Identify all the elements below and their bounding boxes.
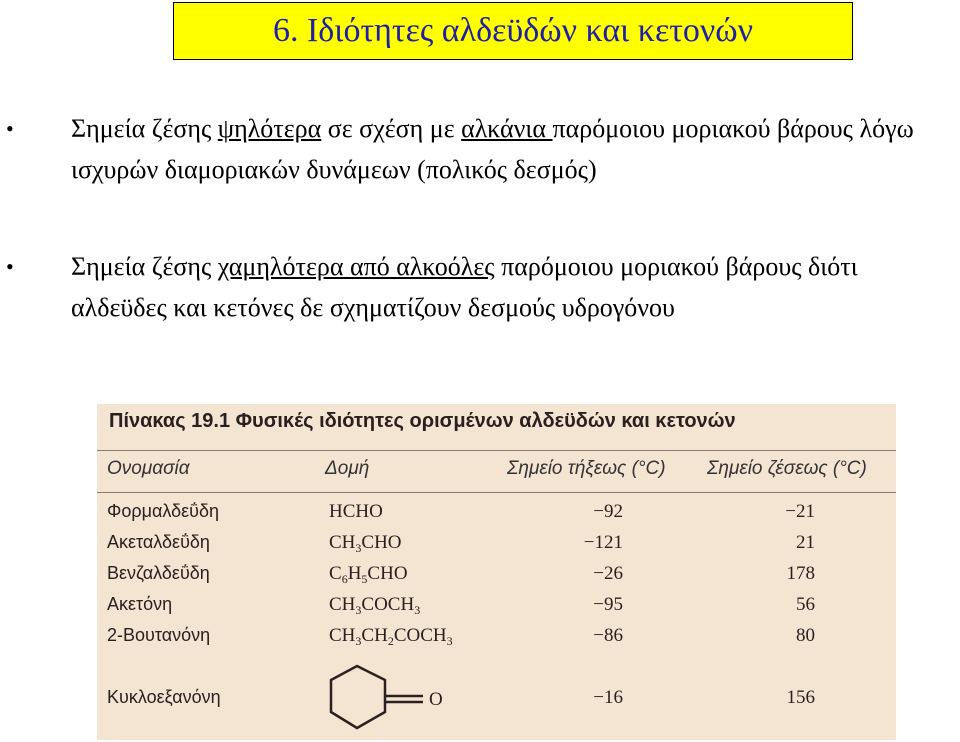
- table-rule-top: [97, 450, 896, 451]
- melting-point-value: −95: [593, 594, 623, 615]
- boiling-point-value: 21: [796, 532, 815, 553]
- bullet-text-segment: παρόμοιου μοριακού βάρους διότι αλδεϋδες και κετόνες δε σχηματίζουν δεσμούς υδρογόνου: [71, 252, 858, 322]
- bullet-text-segment: Σημεία ζέσης: [71, 114, 218, 143]
- compound-name: Ακετόνη: [107, 594, 173, 614]
- bullet-text-segment: σε σχέση με: [321, 114, 462, 143]
- compound-name: Κυκλοεξανόνη: [107, 687, 221, 707]
- bullet-dot: •: [6, 116, 14, 141]
- bullet-text-segment: Σημεία ζέσης: [71, 252, 218, 281]
- boiling-point-value: −21: [785, 501, 815, 522]
- bullet-1: [6, 108, 956, 190]
- compound-name: 2-Βουτανόνη: [107, 625, 211, 645]
- underlined-text: αλκάνια: [461, 114, 553, 143]
- bullet-text-segment: παρόμοιου μοριακού βάρους λόγω ισχυρών διαμοριακών δυνάμεων (πολικός δεσμός): [71, 114, 914, 184]
- header-melting-point: Σημείο τήξεως (°C): [507, 458, 666, 479]
- header-structure: Δομή: [325, 458, 370, 479]
- bullet-text: [71, 246, 956, 328]
- slide-title: 6. Ιδιότητες αλδεϋδών και κετονών: [272, 12, 754, 49]
- bullet-text: [71, 108, 956, 190]
- melting-point-value: −92: [593, 501, 623, 522]
- melting-point-value: −26: [593, 563, 623, 584]
- table-rule-header: [97, 492, 896, 493]
- compound-name: Φορμαλδεΰδη: [107, 501, 220, 521]
- cyclohexanone-structure-icon: [327, 662, 447, 736]
- bullet-dot: •: [6, 254, 14, 279]
- underlined-text: ψηλότερα: [217, 114, 322, 143]
- melting-point-value: −121: [583, 532, 623, 553]
- boiling-point-value: 178: [786, 563, 815, 584]
- boiling-point-value: 80: [796, 625, 815, 646]
- melting-point-value: −16: [593, 687, 623, 708]
- header-name: Ονομασία: [107, 458, 190, 479]
- bullet-2: [6, 246, 956, 328]
- compound-formula: $C_6H_5CHO$: [329, 563, 408, 586]
- properties-table: [97, 404, 896, 740]
- title-box: [173, 2, 853, 60]
- compound-formula: HCHO: [329, 501, 383, 522]
- compound-formula: $CH_3CH_2COCH_3$: [329, 625, 453, 648]
- table-caption: Πίνακας 19.1 Φυσικές ιδιότητες ορισμένων αλδεϋδών και κετονών: [109, 410, 736, 432]
- compound-formula: $CH_3COCH_3$: [329, 594, 421, 617]
- compound-formula: $CH_3CHO$: [329, 532, 402, 555]
- boiling-point-value: 56: [796, 594, 815, 615]
- compound-formula: O: [429, 689, 443, 710]
- melting-point-value: −86: [593, 625, 623, 646]
- boiling-point-value: 156: [786, 687, 815, 708]
- underlined-text: χαμηλότερα από αλκοόλες: [217, 252, 495, 281]
- compound-name: Βενζαλδεΰδη: [107, 563, 210, 583]
- header-boiling-point: Σημείο ζέσεως (°C): [707, 458, 867, 479]
- compound-name: Ακεταλδεΰδη: [107, 532, 210, 552]
